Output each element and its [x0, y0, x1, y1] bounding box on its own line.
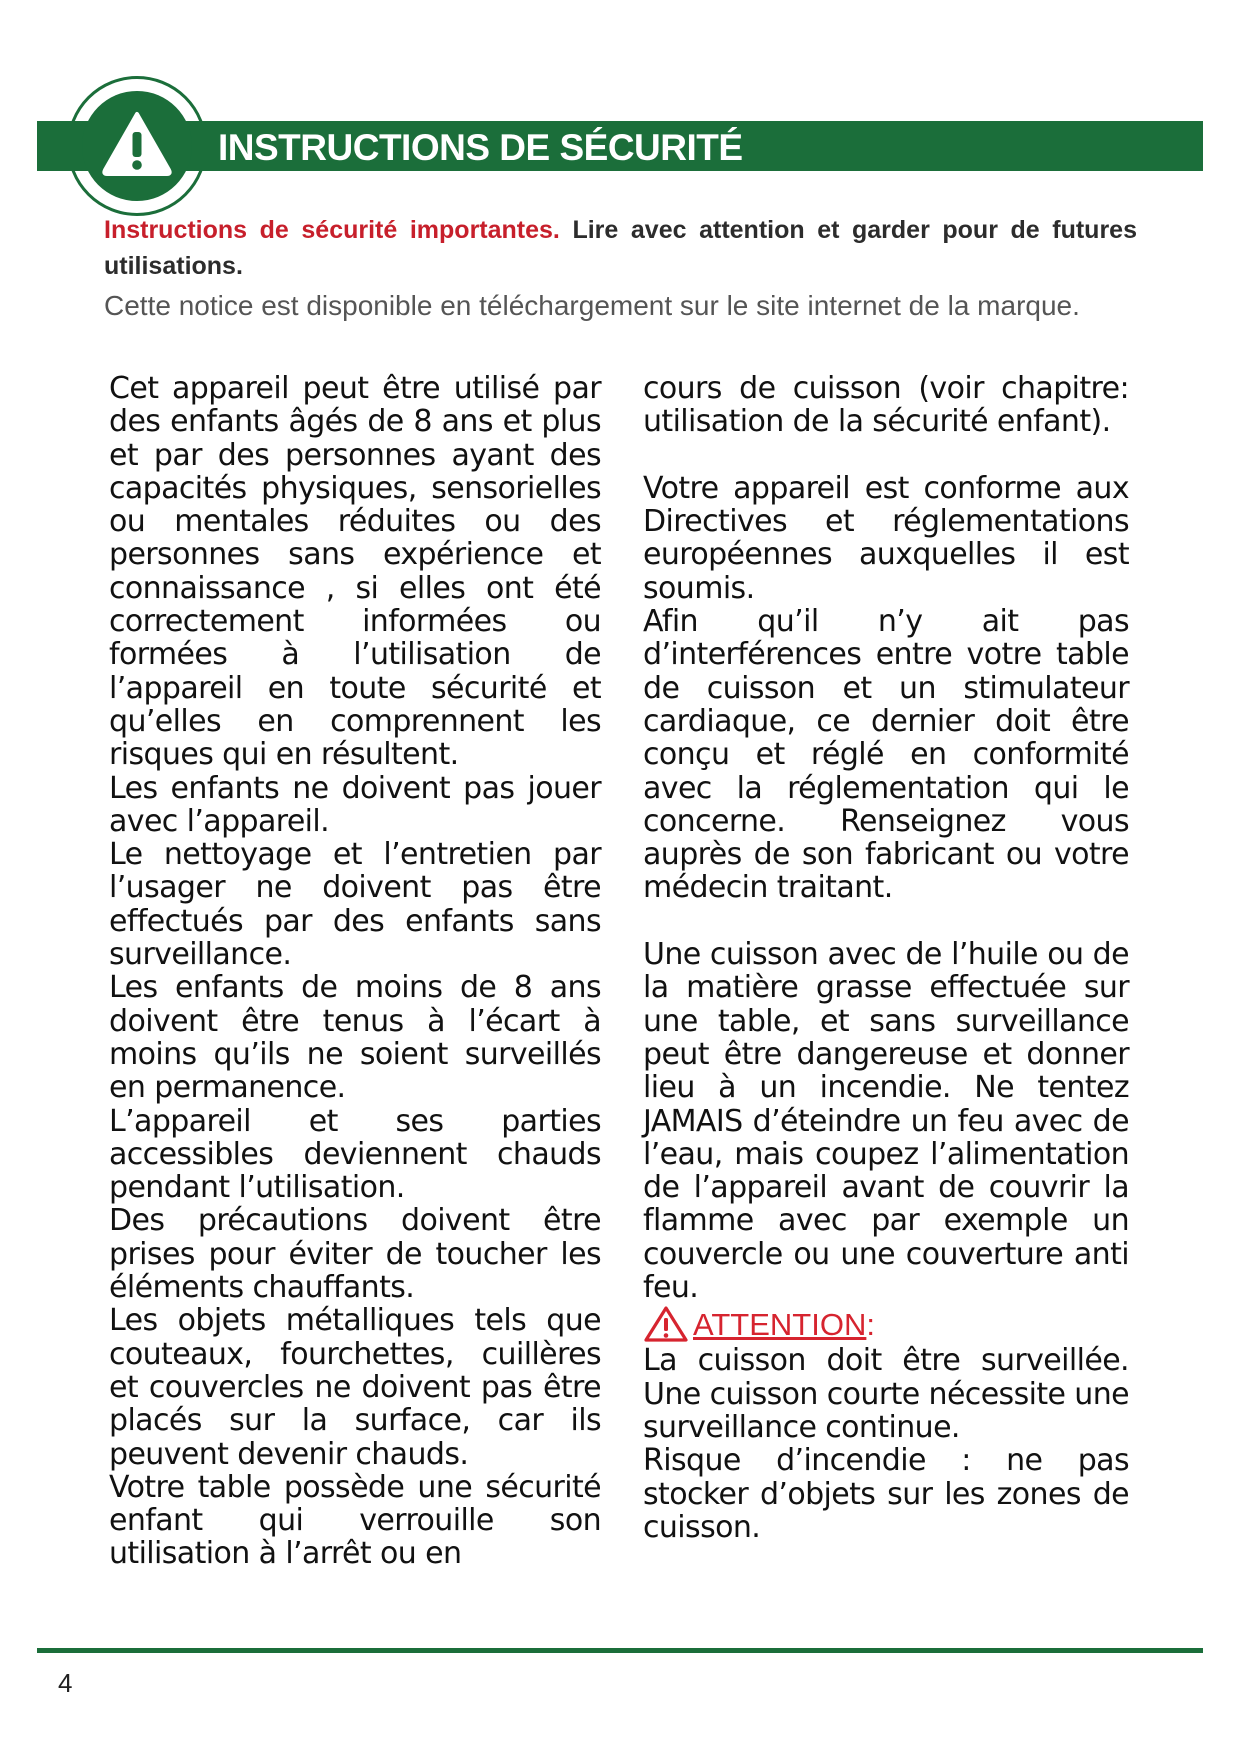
left-column	[109, 372, 601, 1571]
page-title: INSTRUCTIONS DE SÉCURITÉ	[218, 127, 743, 168]
attention-colon: :	[866, 1306, 875, 1342]
paragraph-cleaning: Le nettoyage et l’entretien par l’usager ne doivent pas être effectués par des enfants sans surveillance.	[109, 837, 601, 973]
paragraph-child-lock-continued: cours de cuisson (voir chapitre: utilisation de la sécurité enfant).	[643, 371, 1129, 440]
intro-block	[104, 212, 1137, 325]
intro-important	[104, 212, 1137, 284]
paragraph-metal-objects: Les objets métalliques tels que couteaux, fourchettes, cuillères et couvercles ne doivent pas être placés sur la surface, car ils peuvent devenir chauds.	[109, 1303, 601, 1472]
paragraph-fire-risk: Risque d’incendie : ne pas stocker d’objets sur les zones de cuisson.	[643, 1443, 1129, 1545]
paragraph-supervised: La cuisson doit être surveillée. Une cuisson courte nécessite une surveillance continue.	[643, 1343, 1129, 1445]
paragraph-child-lock: Votre table possède une sécurité enfant qui verrouille son utilisation à l’arrêt ou en	[109, 1469, 601, 1572]
right-column	[643, 372, 1129, 1544]
page-number: 4	[58, 1668, 73, 1698]
paragraph-precautions: Des précautions doivent être prises pour éviter de toucher les éléments chauffants.	[109, 1203, 601, 1306]
intro-important-red: Instructions de sécurité importantes.	[104, 216, 560, 244]
paragraph-conformity: Votre appareil est conforme aux Directives et réglementations européennes auxquelles il est soumis.	[643, 470, 1129, 606]
attention-label: ATTENTION	[693, 1306, 867, 1342]
paragraph-pacemaker: Afin qu’il n’y ait pas d’interférences entre votre table de cuisson et un stimulateur cardiaque, ce dernier doit être conçu et réglé en conformité avec la réglementation qui le concerne. Renseignez vous auprès de son fabricant ou votre médecin traitant.	[643, 604, 1129, 906]
paragraph-children-capacities: Cet appareil peut être utilisé par des enfants âgés de 8 ans et plus et par des personnes ayant des capacités physiques, sensorielles ou mentales réduites ou des personnes sans expérience et connaissance , si elles ont été correctement informées ou formées à l’utilisation de l’appareil en toute sécurité et qu’elles en comprennent les risques qui en résultent.	[109, 371, 601, 773]
paragraph-oil-fire: Une cuisson avec de l’huile ou de la matière grasse effectuée sur une table, et sans surveillance peut être dangereuse et donner lieu à un incendie. Ne tentez JAMAIS d’éteindre un feu avec de l’eau, mais coupez l’alimentation de l’appareil avant de couvrir la flamme avec par exemple un couvercle ou une couverture anti feu.	[643, 937, 1129, 1306]
paragraph-hot-parts: L’appareil et ses parties accessibles deviennent chauds pendant l’utilisation.	[109, 1103, 601, 1206]
intro-important-rest: Lire avec attention et garder pour de futures utilisations.	[104, 216, 1137, 280]
paragraph-children-play: Les enfants ne doivent pas jouer avec l’appareil.	[109, 770, 601, 839]
footer-divider	[37, 1648, 1203, 1653]
intro-download-note: Cette notice est disponible en téléchargement sur le site internet de la marque.	[104, 290, 1080, 321]
warning-triangle-icon	[82, 91, 192, 201]
attention-heading	[643, 1304, 1129, 1344]
paragraph-under-8: Les enfants de moins de 8 ans doivent être tenus à l’écart à moins qu’ils ne soient surveillés en permanence.	[109, 970, 601, 1106]
warning-triangle-outline-icon	[643, 1305, 689, 1343]
